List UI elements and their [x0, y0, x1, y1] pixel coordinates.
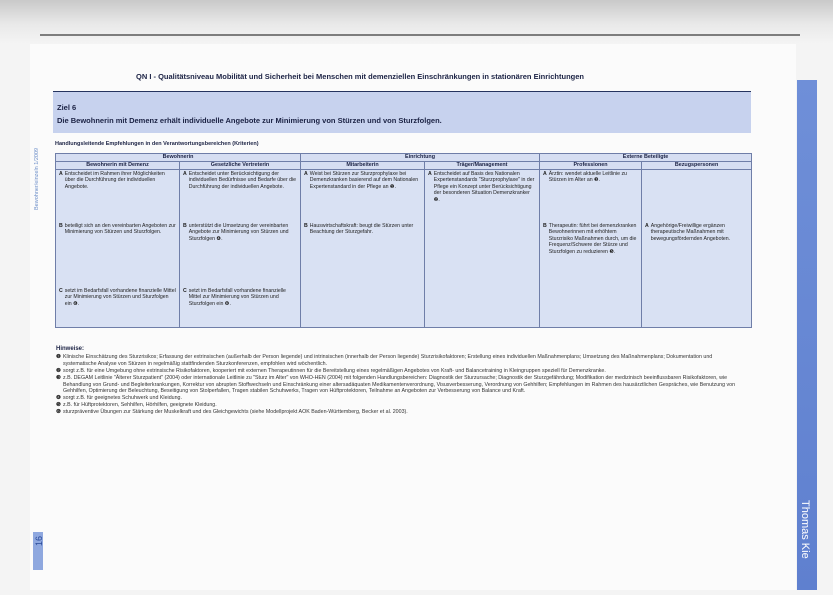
table-cell — [642, 170, 752, 223]
criterion-key: A — [304, 171, 308, 177]
criterion-key: A — [543, 171, 547, 177]
table-cell — [642, 222, 752, 287]
criterion-key: A — [645, 223, 649, 229]
table-cell — [425, 170, 540, 223]
criterion-key: A — [183, 171, 187, 177]
table-row — [56, 170, 752, 223]
note-text: Klinische Einschätzung des Sturzrisikos; Erfassung der extrinsischen (außerhalb der Person liegende) und intrinsischen (innerhalb der Person liegende) Sturzrisikofaktoren; Erstellung eines individuellen Maßnahmenplans; Umsetzung des Maßnahmenplans; Dokumentation und systematische Analyse von Stürzen in regelmäßig stattfindenden Sturzkonferenzen, empfohlen wird wöchentlich. — [63, 353, 713, 367]
note-text: sorgt z.B. für geeignetes Schuhwerk und Kleidung. — [63, 395, 182, 402]
note-bullet: ❶ — [56, 353, 61, 360]
column-header: Bewohnerin mit Demenz — [56, 162, 180, 170]
table-cell — [301, 222, 425, 287]
criterion-text: Angehörige/Freiwillige ergänzen therapeutische Maßnahmen mit bewegungsfördernden Angeboten. — [650, 223, 731, 242]
criterion-key: B — [543, 223, 547, 229]
top-rule — [40, 34, 800, 36]
note-bullet: ❷ — [56, 367, 61, 374]
criterion-key: A — [59, 171, 63, 177]
criterion-text: Ärztin: wendet aktuelle Leitlinie zu Stürzen im Alter an ❸. — [548, 171, 627, 184]
note-bullet: ❻ — [56, 409, 61, 416]
criterion-text: Entscheidet unter Berücksichtigung der individuellen Bedürfnisse und Bedarfe über die Durchführung der individuellen Angebote. — [188, 171, 297, 190]
goal-box — [53, 91, 751, 133]
notes-section — [56, 346, 746, 416]
criterion-key: C — [59, 288, 63, 294]
table-cell — [540, 287, 642, 328]
publisher-label: Thomas Kie — [799, 500, 811, 559]
table-cell — [540, 170, 642, 223]
criterion-text: beteiligt sich an den vereinbarten Angeboten zur Minimierung von Stürzen und Sturzfolgen. — [64, 223, 176, 236]
group-header-einrichtung: Einrichtung — [301, 154, 540, 162]
criterion-key: B — [59, 223, 63, 229]
table-cell — [540, 222, 642, 287]
table-cell — [425, 287, 540, 328]
criterion-text: Entscheidet im Rahmen ihrer Möglichkeiten über die Durchführung der individuellen Angebote. — [64, 171, 165, 190]
group-header-externe: Externe Beteiligte — [540, 154, 752, 162]
note-text: z.B. für Hüftprotektoren, Sehhilfen, Hörhilfen, geeignete Kleidung. — [63, 402, 217, 409]
note-item — [56, 368, 746, 375]
table-cell — [56, 222, 180, 287]
table-cell — [301, 170, 425, 223]
column-header: Träger/Management — [425, 162, 540, 170]
column-header: Professionen — [540, 162, 642, 170]
table-cell — [180, 222, 301, 287]
column-header: Bezugspersonen — [642, 162, 752, 170]
criterion-key: B — [304, 223, 308, 229]
document-title: QN I - Qualitätsniveau Mobilität und Sicherheit bei Menschen mit demenziellen Einschränkungen in stationären Einrichtungen — [136, 72, 584, 81]
criterion-key: B — [183, 223, 187, 229]
notes-title: Hinweise: — [56, 346, 85, 352]
criterion-text: setzt im Bedarfsfall vorhandene finanzielle Mittel zur Minimierung von Stürzen und Sturzfolgen ein ❻. — [64, 288, 176, 307]
criterion-text: Hauswirtschaftskraft: beugt die Stürzen unter Beachtung der Sturzgefahr. — [309, 223, 414, 236]
goal-text: Die Bewohnerin mit Demenz erhält individuelle Angebote zur Minimierung von Stürzen und von Sturzfolgen. — [57, 116, 442, 125]
side-label: Bewohner/einzeln 1/2009 — [34, 147, 40, 210]
note-item — [56, 354, 746, 368]
table-cell — [180, 170, 301, 223]
table-cell — [301, 287, 425, 328]
note-text: sorgt z.B. für eine Umgebung ohne extrinsische Risikofaktoren, kooperiert mit externen Therapeutinnen für die Bereitstellung eines regelmäßigen Angebotes von Kraft- und Balancetraining in Kleingruppen speziell für Demenzkranke. — [63, 367, 606, 374]
scan-top-shade — [0, 0, 833, 44]
goal-label: Ziel 6 — [57, 103, 77, 112]
table-cell — [642, 287, 752, 328]
column-header: Mitarbeiterin — [301, 162, 425, 170]
note-bullet: ❺ — [56, 402, 61, 409]
note-text: z.B. DEGAM Leitlinie "Älterer Sturzpatient" (2004) oder internationale Leitlinie zu "Sturz im Alter" von WHO-HEN (2004) mit folgenden Handlungsbereichen: Diagnostik der Sturzursache; Diagnostik der Sturzgefährdung; Modifikation der medizinisch beeinflussbaren Risikofaktoren, wie Behandlung von Grund- und Begleiterkrankungen, Korrektur von abrupten Stoffwechseln und Einschränkung einer altersadäquaten Medikamentenverordnung, Visusverbesserung, Verordnung von Gehhilfen; Empfehlungen im Rahmen des hausärztlichen Gespräches, wie Benutzung von Gehhilfen, Optimierung der Beleuchtung, Beseitigung von Stolperfallen, Tragen stabilen Schuhwerks, Tragen von Hüftprotektoren, Teilnahme an Angeboten zur Verbesserung von Balance und Kraft. — [63, 374, 736, 395]
responsibility-table — [55, 153, 752, 328]
note-item — [56, 409, 746, 416]
criterion-text: Therapeutin: führt bei demenzkranken Bewohnerinnen mit erhöhtem Sturzrisiko Maßnahmen durch, um die Frequenz/Schwere der Stürze und Sturzfolgen zu reduzieren ❺. — [548, 223, 637, 255]
table-row — [56, 222, 752, 287]
criterion-text: setzt im Bedarfsfall vorhandene finanzielle Mittel zur Minimierung von Stürzen und Sturzfolgen ein ❻. — [188, 288, 286, 307]
table-cell — [425, 222, 540, 287]
table-cell — [180, 287, 301, 328]
page-number-tab — [33, 532, 43, 570]
table-subheading: Handlungsleitende Empfehlungen in den Verantwortungsbereichen (Kriterien) — [55, 141, 259, 147]
criterion-text: Entscheidet auf Basis des Nationalen Expertenstandards "Sturzprophylaxe" in der Pflege ein Konzept unter Berücksichtigung der besonderen Situation Demenzkranker ❷. — [433, 171, 535, 203]
note-text: sturzpräventive Übungen zur Stärkung der Muskelkraft und des Gleichgewichts (siehe Modellprojekt AOK Baden-Württemberg, Becker et al. 2003). — [63, 409, 408, 416]
table-cell — [56, 170, 180, 223]
criterion-text: Weist bei Stürzen zur Sturzprophylaxe bei Demenzkranken basierend auf dem Nationalen Expertenstandard in der Pflege an ❶. — [309, 171, 419, 190]
page-number: 16 — [34, 536, 44, 547]
note-item — [56, 375, 746, 396]
criterion-key: A — [428, 171, 432, 177]
criterion-text: unterstützt die Umsetzung der vereinbarten Angebote zur Minimierung von Stürzen und Sturzfolgen ❹. — [188, 223, 289, 242]
note-item — [56, 395, 746, 402]
note-bullet: ❹ — [56, 395, 61, 402]
group-header-bewohnerin: Bewohnerin — [56, 154, 301, 162]
table-row — [56, 287, 752, 328]
table-cell — [56, 287, 180, 328]
criterion-key: C — [183, 288, 187, 294]
column-header: Gesetzliche Vertreterin — [180, 162, 301, 170]
note-bullet: ❸ — [56, 374, 61, 381]
